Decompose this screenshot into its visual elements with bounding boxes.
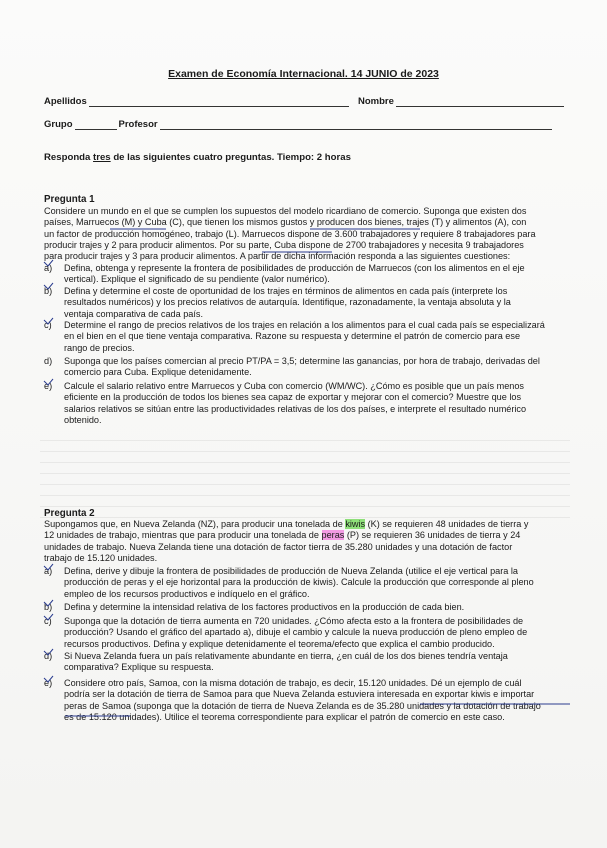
question-2-title: Pregunta 2 bbox=[44, 508, 95, 519]
item-line: producción? Usando el gráfico del apartado a), dibuje el cambio y calcule la nueva producción de pleno empleo de bbox=[64, 627, 528, 638]
item-line: peras de Samoa (suponga que la dotación de tierra de Nueva Zelanda es de 35.280 unidades y la dotación de trabajo bbox=[64, 700, 541, 711]
item-line: Suponga que la dotación de tierra aumenta en 720 unidades. ¿Cómo afecta esto a la frontera de posibilidades de bbox=[64, 616, 524, 626]
profesor-label: Profesor bbox=[118, 119, 158, 130]
item-line: rango de precios. bbox=[64, 342, 135, 353]
item-label: c) bbox=[44, 616, 52, 626]
item-label: c) bbox=[44, 320, 52, 330]
intro-line: unidades de trabajo. Nueva Zelanda tiene una dotación de factor tierra de 35.280 unidades y una dotación de factor bbox=[44, 541, 513, 552]
check-mark bbox=[44, 614, 53, 620]
item-line: Determine el rango de precios relativos de los trajes en relación a los alimentos para el cual cada país se especializará bbox=[64, 320, 545, 330]
highlight-kiwis: kiwis bbox=[345, 519, 366, 529]
item-line: Suponga que los países comercian al precio PT/PA = 3,5; determine las ganancias, por hora de trabajo, derivadas del bbox=[64, 356, 540, 366]
item-label: d) bbox=[44, 356, 53, 366]
check-mark bbox=[44, 676, 53, 682]
item-line: es de 15.120 unidades). Utilice el teorema correspondiente para explicar el patrón de comercio en este caso. bbox=[64, 711, 505, 722]
item-line: recursos productivos. Defina y explique detenidamente el teorema/efecto que explica el cambio producido. bbox=[64, 638, 495, 649]
grupo-label: Grupo bbox=[44, 119, 73, 130]
item-line: obtenido. bbox=[64, 414, 102, 425]
item-line: ventaja comparativa de cada país. bbox=[64, 308, 203, 319]
intro-line: para producir trajes y 3 para producir alimentos. A partir de dicha información responda a las siguientes cuestiones: bbox=[44, 251, 511, 262]
intro-line: Considere un mundo en el que se cumplen los supuestos del modelo ricardiano de comercio. Suponga que existen dos bbox=[44, 206, 527, 216]
check-mark bbox=[44, 379, 53, 385]
item-line: Defina y determine el coste de oportunidad de los trajes en términos de alimentos en cada país (interprete los bbox=[64, 286, 508, 296]
question-1-title: Pregunta 1 bbox=[44, 194, 95, 205]
check-mark bbox=[44, 649, 53, 655]
item-line: resultados numéricos) y los precios relativos de autarquía. Identifique, razonadamente, la ventaja absoluta y la bbox=[64, 297, 511, 308]
instructions-tres: tres bbox=[93, 152, 111, 163]
item-line: Defina, obtenga y represente la frontera de posibilidades de producción de Marruecos (con los alimentos en el eje bbox=[64, 263, 525, 273]
intro-line: 12 unidades de trabajo, mientras que para producir una tonelada de peras (P) se requieren 36 unidades de tierra y 24 bbox=[44, 530, 521, 541]
item-line: Si Nueva Zelanda fuera un país relativamente abundante en tierra, ¿en cuál de los dos bienes tendría ventaja bbox=[64, 651, 508, 661]
item-line: Calcule el salario relativo entre Marruecos y Cuba con comercio (WM/WC). ¿Cómo es posible que un país menos bbox=[64, 381, 524, 391]
item-label: d) bbox=[44, 651, 53, 661]
intro-line: un factor de producción homogéneo, trabajo (L). Marruecos dispone de 3.600 trabajadores y requiere 8 trabajadores para bbox=[44, 228, 536, 239]
item-line: Considere otro país, Samoa, con la misma dotación de trabajo, es decir, 15.120 unidades. Dé un ejemplo de cuál bbox=[64, 678, 522, 688]
item-line: Defina y determine la intensidad relativa de los factores productivos en la producción de cada bien. bbox=[64, 602, 465, 612]
check-mark bbox=[44, 283, 53, 289]
item-line: comparativa? Explique su respuesta. bbox=[64, 662, 214, 673]
intro-line: países, Marruecos (M) y Cuba (C), que tienen los mismos gustos y producen dos bienes, trajes (T) y alimentos (A), con bbox=[44, 217, 527, 228]
item-line: empleo de los recursos productivos e indíquelo en el gráfico. bbox=[64, 588, 310, 599]
item-label: e) bbox=[44, 678, 53, 688]
instructions-post: de las siguientes cuatro preguntas. Tiempo: 2 horas bbox=[110, 152, 351, 163]
apellidos-label: Apellidos bbox=[44, 96, 87, 107]
instructions-pre: Responda bbox=[44, 152, 94, 163]
item-line: eficiente en la producción de todos los bienes sea capaz de exportar y mejorar con el comercio? Muestre que los bbox=[64, 392, 522, 403]
item-label: b) bbox=[44, 602, 53, 612]
item-label: e) bbox=[44, 381, 53, 391]
highlight-peras: peras bbox=[321, 530, 345, 541]
item-line: producción de peras y el eje horizontal para la producción de kiwis). Calcule la producción que corresponde al pleno bbox=[64, 577, 534, 588]
item-label: a) bbox=[44, 566, 53, 576]
item-line: vertical). Explique el significado de su pendiente (valor numérico). bbox=[64, 274, 330, 285]
item-line: podría ser la dotación de tierra de Samoa para que Nueva Zelanda estuviera interesada en exportar kiwis e importar bbox=[64, 689, 535, 700]
intro-line: Supongamos que, en Nueva Zelanda (NZ), para producir una tonelada de kiwis (K) se requieren 48 unidades de tierra y bbox=[44, 519, 529, 529]
intro-line: producir trajes y 2 para producir alimentos. Por su parte, Cuba dispone de 2700 trabajadores y necesita 9 trabajadores bbox=[44, 239, 524, 250]
intro-line: trabajo de 15.120 unidades. bbox=[44, 552, 158, 563]
nombre-label: Nombre bbox=[358, 96, 394, 107]
check-mark bbox=[44, 564, 53, 570]
item-label: b) bbox=[44, 286, 53, 296]
item-line: Defina, derive y dibuje la frontera de posibilidades de producción de Nueva Zelanda (utilice el eje vertical para la bbox=[64, 566, 518, 576]
check-mark bbox=[44, 600, 53, 606]
check-mark bbox=[44, 260, 53, 266]
item-label: a) bbox=[44, 263, 53, 273]
item-line: en el bien en el que tiene ventaja comparativa. Razone su respuesta y determine el patrón de comercio para ese bbox=[64, 331, 521, 342]
item-line: comercio para Cuba. Explique detenidamente. bbox=[64, 367, 252, 378]
exam-title: Examen de Economía Internacional. 14 JUNIO de 2023 bbox=[168, 68, 439, 80]
check-mark bbox=[44, 318, 53, 324]
item-line: salarios relativos se sitúan entre las productividades relativas de los dos países, e interprete el resultado numérico bbox=[64, 403, 527, 414]
